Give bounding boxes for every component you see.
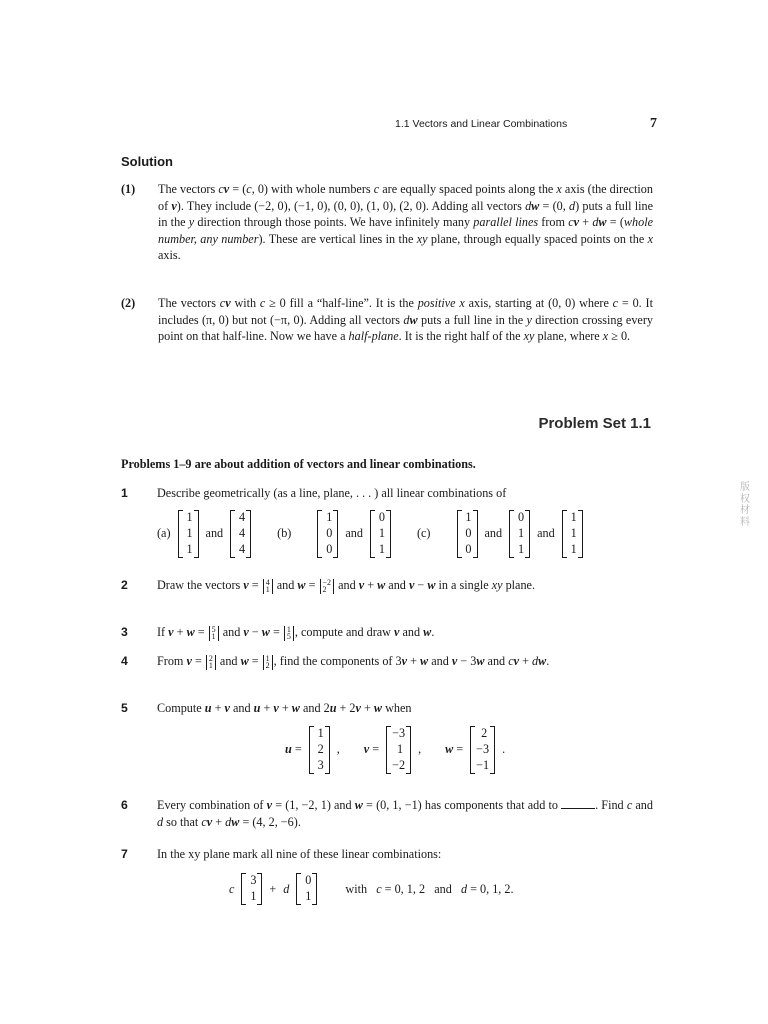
problem-7-combination: c 3 1 + d 0 1 with c = 0, 1, 2 and d = 0, 1, 2.	[229, 873, 514, 903]
v-vector: −3 1 −2	[386, 726, 411, 774]
column-vector: 0 1 1	[370, 510, 391, 558]
problem-number: 1	[121, 486, 128, 500]
solution-item-text: The vectors cv with c ≥ 0 fill a “half-line”. It is the positive x axis, starting at (0, 0) where c = 0. It includes (π, 0) but not (−π, 0). Adding all vectors dw puts a full line in the y direction crossing every point on that half-line. Now we have a half-plane. It is the right half of the xy plane, where x ≥ 0.	[158, 296, 653, 344]
part-label: (c)	[416, 526, 431, 541]
problem-set-intro: Problems 1–9 are about addition of vectors and linear combinations.	[121, 457, 476, 471]
solution-heading: Solution	[121, 154, 173, 169]
problem-5	[121, 700, 653, 717]
problem-5-vectors: u = 1 2 3 , v = −3 1 −2 , w = 2 −3 −1 .	[285, 726, 506, 772]
and-word: and	[345, 526, 363, 541]
column-vector: 3 1	[241, 873, 262, 905]
problem-text: Describe geometrically (as a line, plane, . . . ) all linear combinations of	[157, 486, 507, 500]
problem-number: 2	[121, 578, 128, 592]
column-vector: 0 1	[296, 873, 317, 905]
problem-7	[121, 846, 653, 863]
problem-number: 7	[121, 847, 128, 861]
and-word: and	[537, 526, 555, 541]
column-vector: 4 4 4	[230, 510, 251, 558]
solution-item-2	[121, 295, 653, 345]
problem-number: 4	[121, 654, 128, 668]
and-word: and	[484, 526, 503, 541]
and-word: and	[205, 526, 224, 541]
problem-1	[121, 485, 653, 502]
problem-number: 5	[121, 701, 128, 715]
w-vector: 2 −3 −1	[470, 726, 495, 774]
solution-item-label: (1)	[121, 182, 136, 196]
problem-text: Draw the vectors v = 4 1 and w = −2 2 and v + w and v − w in a single xy plane.	[157, 577, 536, 595]
column-vector: 1 1 1	[562, 510, 583, 558]
copyright-side-mark: 版权材料	[740, 482, 750, 528]
problem-2	[121, 577, 653, 594]
problem-set-title: Problem Set 1.1	[538, 415, 651, 432]
problem-text: From v = 2 1 and w = 1 2 , find the components of 3v + w and v − 3w and cv + dw.	[157, 653, 550, 671]
answer-blank	[561, 808, 595, 809]
problem-6	[121, 797, 653, 830]
problem-4	[121, 653, 653, 670]
problem-3	[121, 624, 653, 641]
running-title: 1.1 Vectors and Linear Combinations	[395, 118, 568, 130]
part-label: (b)	[277, 526, 292, 541]
u-vector: 1 2 3	[309, 726, 330, 774]
column-vector: 1 1 1	[178, 510, 199, 558]
problem-text: In the xy plane mark all nine of these linear combinations:	[157, 847, 442, 861]
problem-number: 6	[121, 798, 128, 812]
problem-1-matrices	[157, 510, 583, 558]
problem-number: 3	[121, 625, 128, 639]
page-number: 7	[650, 116, 657, 131]
problem-text: If v + w = 5 1 and v − w = 1 5 , compute and draw v and w.	[157, 624, 435, 642]
column-vector: 0 1 1	[509, 510, 530, 558]
solution-item-text: The vectors cv = (c, 0) with whole numbers c are equally spaced points along the x axis (the direction of v). They include (−2, 0), (−1, 0), (0, 0), (1, 0), (2, 0). Adding all vectors dw = (0, d) puts a full line in the y direction through those points. We have infinitely many parallel lines from cv + dw = (whole number, any number). These are vertical lines in the xy plane, through equally spaced points on the x axis.	[158, 182, 654, 263]
problem-text: Compute u + v and u + v + w and 2u + 2v + w when	[157, 701, 412, 715]
part-label: (a)	[157, 526, 171, 541]
column-vector: 1 0 0	[317, 510, 338, 558]
running-header	[395, 117, 657, 131]
solution-item-label: (2)	[121, 296, 136, 310]
problem-text: Every combination of v = (1, −2, 1) and w = (0, 1, −1) has components that add to . Find c and d so that cv + dw = (4, 2, −6).	[157, 798, 653, 829]
column-vector: 1 0 0	[457, 510, 478, 558]
solution-item-1	[121, 181, 653, 264]
